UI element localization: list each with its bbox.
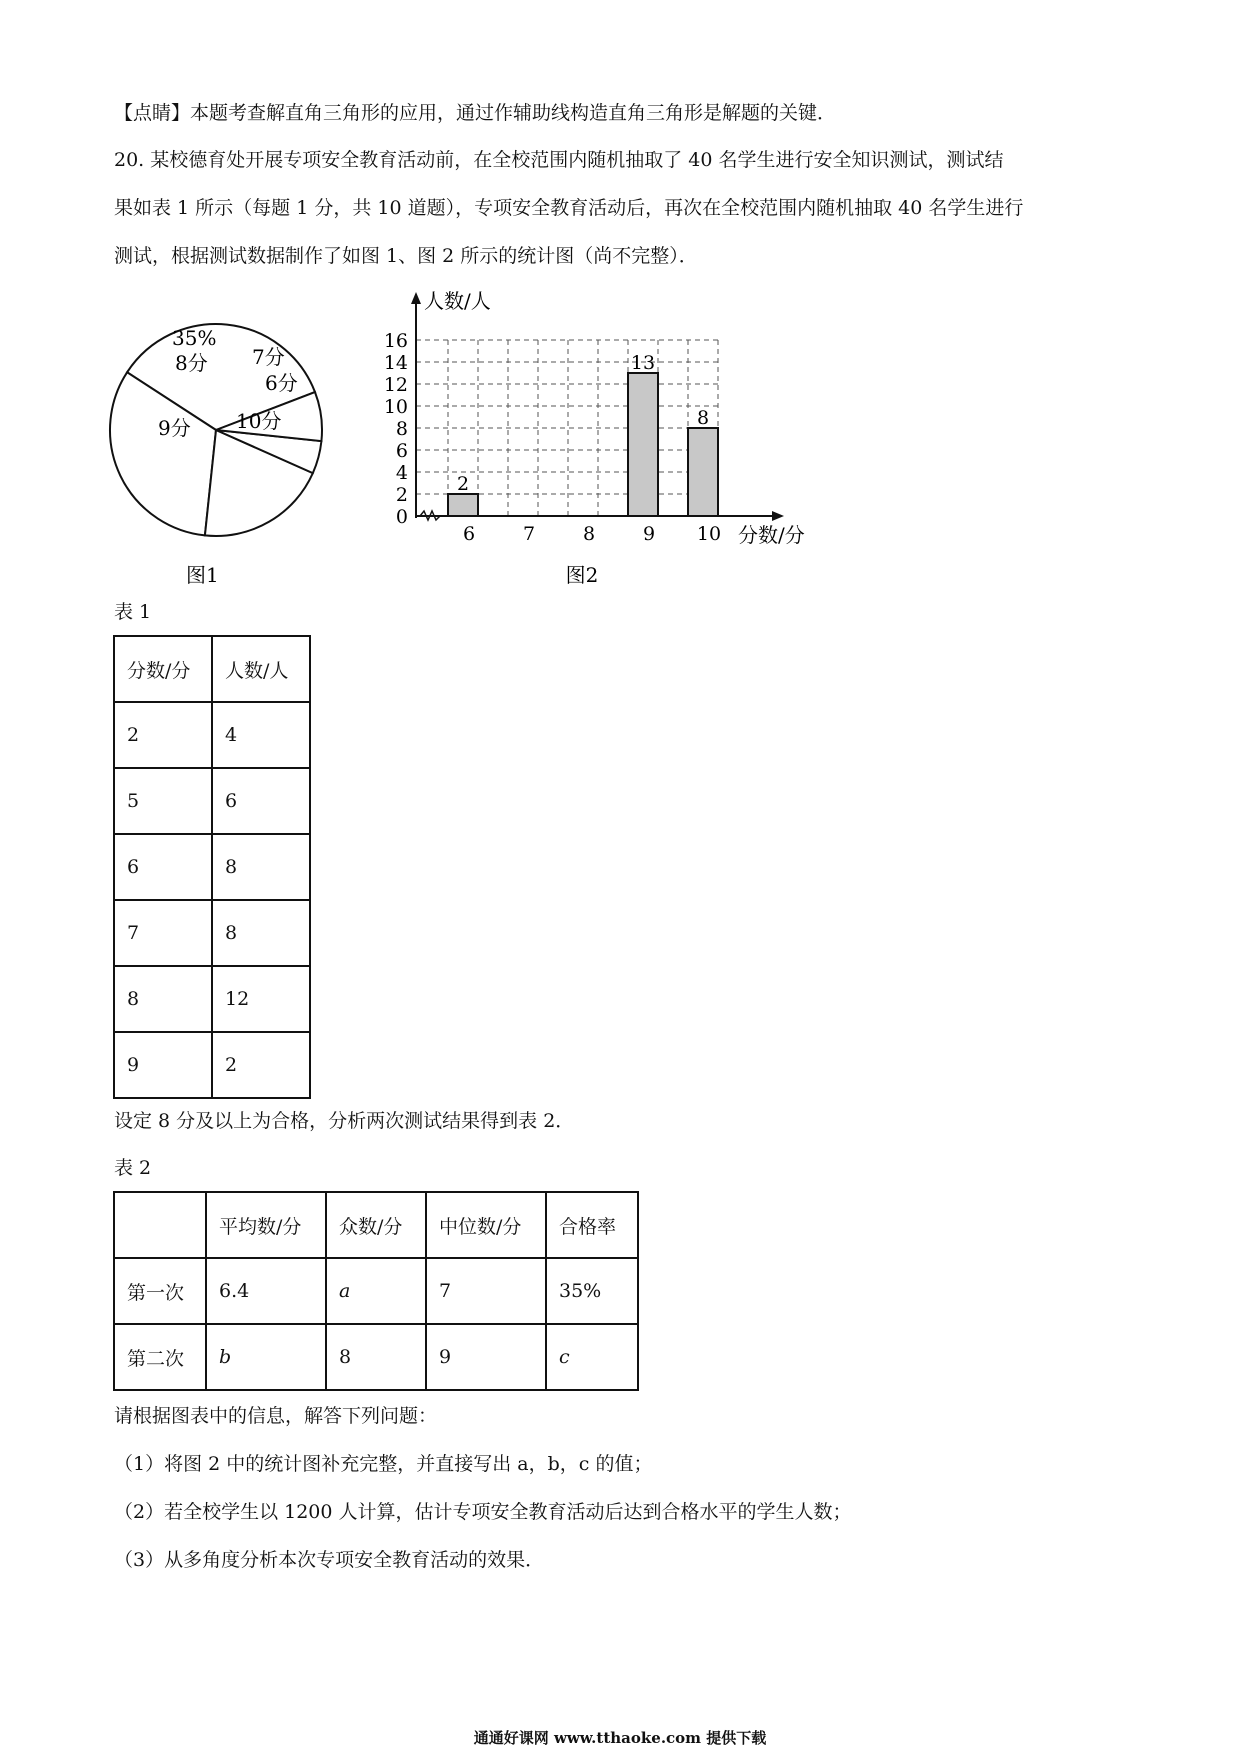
table2-cell: b [206,1324,326,1390]
table2-cell: 9 [426,1324,546,1390]
pie-label: 7分 [252,345,285,369]
y-tick-label: 2 [395,484,408,506]
bar-data-label: 8 [696,407,710,429]
y-tick-label: 0 [395,506,408,528]
y-tick-label: 16 [383,330,408,352]
table-1 [113,635,311,1099]
x-tick-label: 9 [642,523,656,545]
y-tick-label: 8 [395,418,408,440]
table2-header-cell: 合格率 [546,1192,638,1258]
table2-header-cell: 平均数/分 [206,1192,326,1258]
page-footer: 通通好课网 www.tthaoke.com 提供下载 [473,1729,767,1747]
table1-cell: 6 [114,834,212,900]
table2-cell: 35% [546,1258,638,1324]
qualification-setting: 设定 8 分及以上为合格，分析两次测试结果得到表 2． [114,1110,575,1132]
x-axis-label: 分数/分 [738,523,805,547]
table1-cell: 6 [212,768,310,834]
table2-cell: 7 [426,1258,546,1324]
x-tick-label: 6 [462,523,476,545]
pie-label: 35% [172,326,217,350]
table1-cell: 7 [114,900,212,966]
pie-label: 10分 [236,409,282,433]
bar-data-label: 2 [456,473,470,495]
table2-cell: 第二次 [114,1324,206,1390]
bar [448,494,478,516]
table1-header-cell: 分数/分 [114,636,212,702]
table2-title: 表 2 [114,1157,152,1179]
table1-title: 表 1 [114,601,152,623]
x-axis-arrow [772,511,784,521]
table-2 [113,1191,639,1391]
table2-header-cell: 中位数/分 [426,1192,546,1258]
question-20-line-3: 测试，根据测试数据制作了如图 1、图 2 所示的统计图（尚不完整）． [114,245,698,267]
x-tick-label: 8 [582,523,596,545]
y-tick-label: 12 [383,374,408,396]
y-axis-label: 人数/人 [424,289,491,313]
pie-label: 6分 [265,371,298,395]
question-prompt: 请根据图表中的信息，解答下列问题： [114,1405,438,1427]
pie-chart [100,320,340,590]
y-tick-label: 6 [395,440,408,462]
pie-caption: 图1 [186,563,219,587]
question-20-line-1: 20. 某校德育处开展专项安全教育活动前，在全校范围内随机抽取了 40 名学生进行安全知识测试，测试结 [114,149,1004,171]
pie-label: 9分 [158,416,191,440]
table1-cell: 2 [114,702,212,768]
table2-header-cell: 众数/分 [326,1192,426,1258]
table1-cell: 5 [114,768,212,834]
bar-caption: 图2 [565,563,599,587]
bar [628,373,658,516]
table1-cell: 12 [212,966,310,1032]
table2-cell: 8 [326,1324,426,1390]
x-tick-label: 10 [696,523,722,545]
y-tick-label: 14 [383,352,408,374]
bar-chart [380,288,850,588]
table1-cell: 9 [114,1032,212,1098]
y-tick-label: 10 [383,396,408,418]
table1-cell: 8 [212,834,310,900]
table1-cell: 4 [212,702,310,768]
subquestion-2: （2）若全校学生以 1200 人计算，估计专项安全教育活动后达到合格水平的学生人数； [114,1501,852,1523]
y-tick-label: 4 [395,462,408,484]
dianjing-note: 【点睛】本题考查解直角三角形的应用，通过作辅助线构造直角三角形是解题的关键． [114,102,837,124]
subquestion-1: （1）将图 2 中的统计图补充完整，并直接写出 a，b，c 的值； [114,1453,653,1475]
bar-data-label: 13 [630,352,656,374]
pie-label: 8分 [175,351,208,375]
subquestion-3: （3）从多角度分析本次专项安全教育活动的效果． [114,1549,545,1571]
table2-header-cell [114,1192,206,1258]
table1-cell: 2 [212,1032,310,1098]
x-tick-label: 7 [522,523,536,545]
table2-cell: a [326,1258,426,1324]
table2-cell: c [546,1324,638,1390]
table2-cell: 第一次 [114,1258,206,1324]
table1-header-cell: 人数/人 [212,636,310,702]
question-20-line-2: 果如表 1 所示（每题 1 分，共 10 道题），专项安全教育活动后，再次在全校范围内随机抽取 40 名学生进行 [114,197,1024,219]
y-axis-arrow [411,292,421,304]
table1-cell: 8 [212,900,310,966]
bar [688,428,718,516]
table1-cell: 8 [114,966,212,1032]
table2-cell: 6.4 [206,1258,326,1324]
